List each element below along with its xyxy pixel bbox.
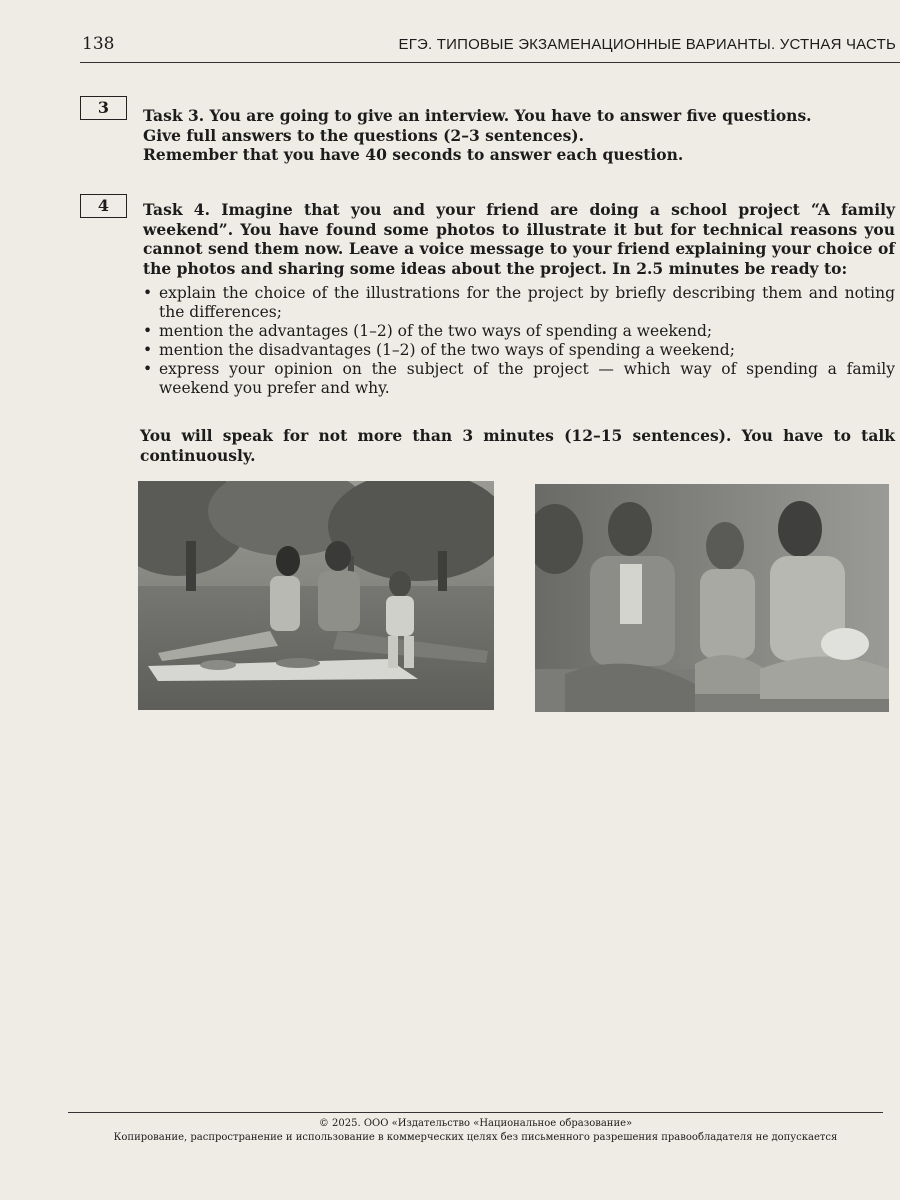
list-item [143, 322, 895, 341]
bullet-text: explain the choice of the illustrations for the project by briefly describing them and noting the differences; [159, 284, 895, 321]
bullet-icon: • [143, 341, 153, 359]
bullet-icon: • [143, 360, 153, 378]
bullet-icon: • [143, 284, 153, 302]
task-3-number-box: 3 [80, 96, 127, 120]
page-footer [68, 1112, 883, 1145]
task-4-closing: You will speak for not more than 3 minutes (12–15 sentences). You have to talk continuously. [140, 426, 895, 465]
task-3-line-1: Task 3. You are going to give an interview. You have to answer five questions. [143, 106, 812, 125]
copyright-notice: Копирование, распространение и использование в коммерческих целях без письменного разрешения правообладателя не допускается [113, 1132, 838, 1143]
bullet-text: mention the advantages (1–2) of the two ways of spending a weekend; [159, 322, 713, 340]
task-4-intro: Task 4. Imagine that you and your friend are doing a school project “A family weekend”. You have found some photos to illustrate it but for technical reasons you cannot send them now. Leave a voice message to your friend explaining your choice of the photos and sharing some ideas about the project. In 2.5 minutes be ready to: [143, 200, 895, 278]
copyright-line: © 2025. ООО «Издательство «Национальное образование» [318, 1118, 633, 1129]
bullet-icon: • [143, 322, 153, 340]
task-4-bullet-list [143, 284, 895, 398]
task-3-line-3: Remember that you have 40 seconds to answer each question. [143, 145, 684, 164]
task-3-text [143, 106, 895, 165]
photo-family-picnic [138, 481, 494, 710]
running-title: ЕГЭ. ТИПОВЫЕ ЭКЗАМЕНАЦИОННЫЕ ВАРИАНТЫ. УСТНАЯ ЧАСТЬ [398, 36, 896, 53]
list-item [143, 360, 895, 398]
photo-family-indoors [535, 484, 889, 712]
bullet-text: express your opinion on the subject of the project — which way of spending a family weekend you prefer and why. [159, 360, 895, 397]
list-item [143, 284, 895, 322]
list-item [143, 341, 895, 360]
page-number: 138 [82, 34, 115, 54]
page-header [80, 34, 900, 63]
bullet-text: mention the disadvantages (1–2) of the two ways of spending a weekend; [159, 341, 735, 359]
task-4-number-box: 4 [80, 194, 127, 218]
task-3-line-2: Give full answers to the questions (2–3 sentences). [143, 125, 585, 145]
